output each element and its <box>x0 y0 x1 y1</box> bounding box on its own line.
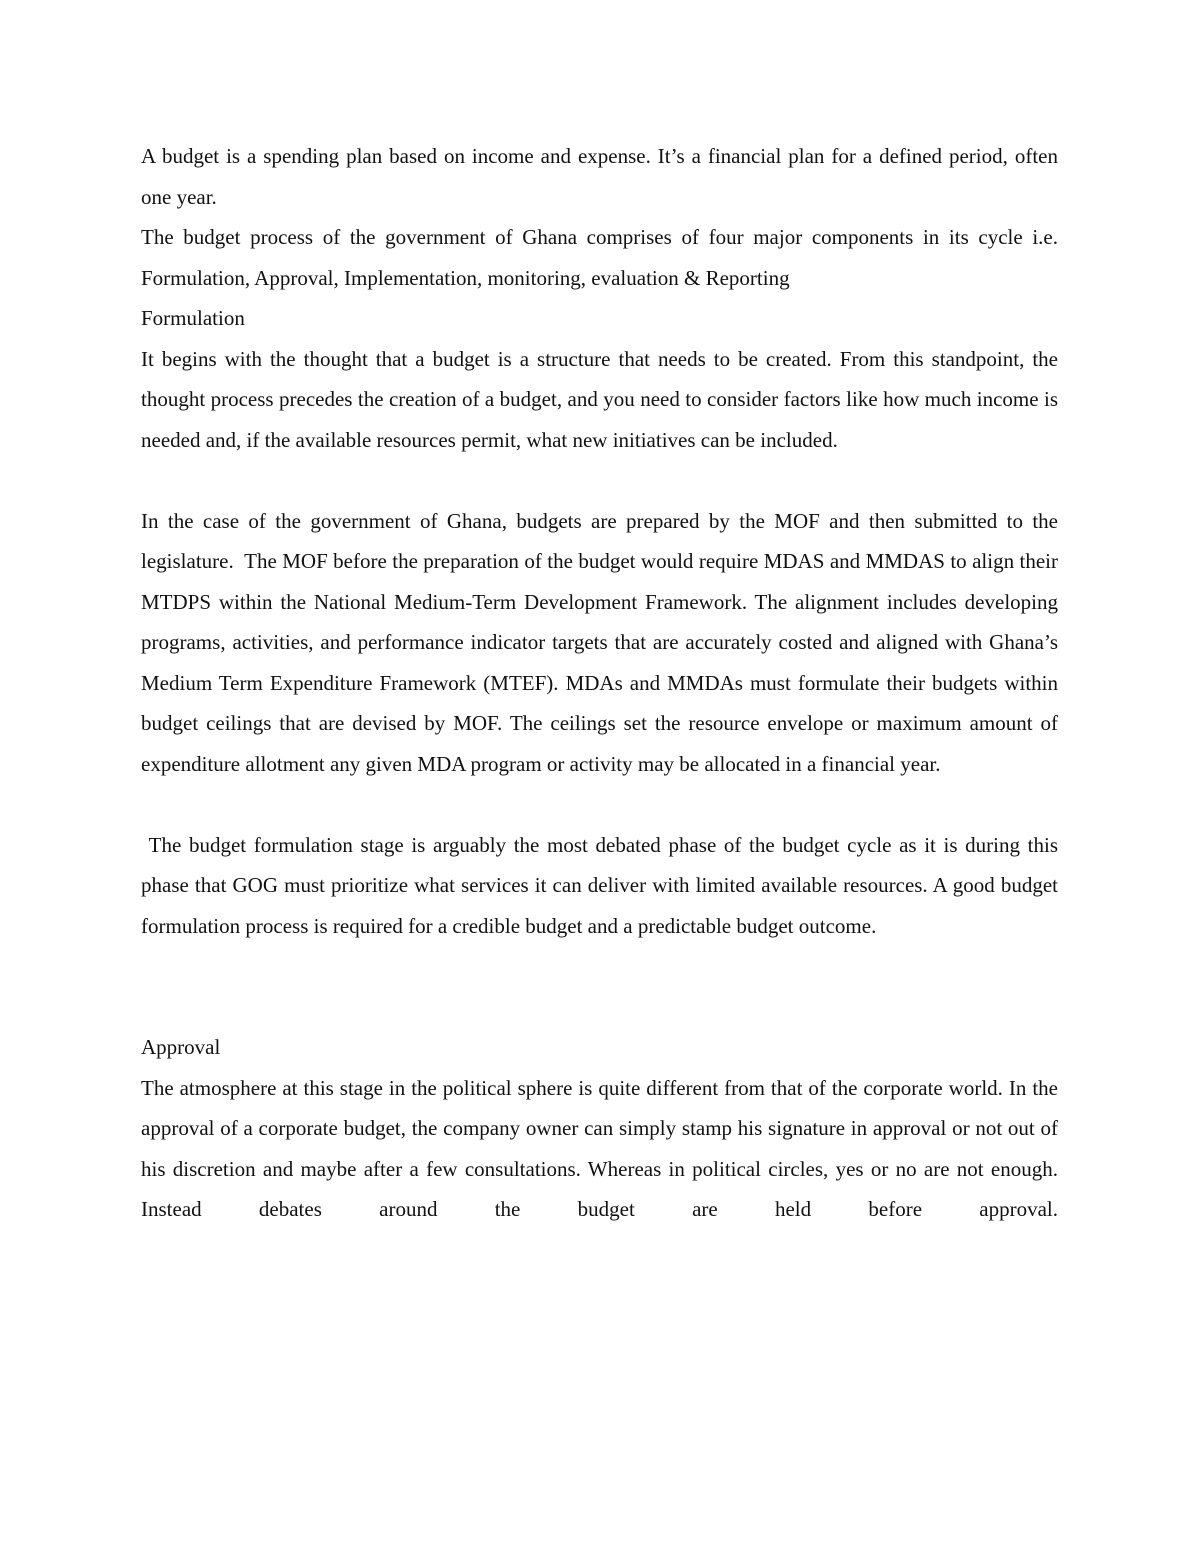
formulation-paragraph-2: In the case of the government of Ghana, budgets are prepared by the MOF and then submitted to the legislature. The MOF before the preparation of the budget would require MDAS and MMDAS to align their MTDPS within the National Medium-Term Development Framework. The alignment includes developing programs, activities, and performance indicator targets that are accurately costed and aligned with Ghana’s Medium Term Expenditure Framework (MTEF). MDAs and MMDAs must formulate their budgets within budget ceilings that are devised by MOF. The ceilings set the resource envelope or maximum amount of expenditure allotment any given MDA program or activity may be allocated in a financial year. <box>141 508 1064 776</box>
approval-heading: Approval <box>141 1035 221 1059</box>
approval-paragraph-1: The atmosphere at this stage in the political sphere is quite different from that of the corporate world. In the approval of a corporate budget, the company owner can simply stamp his signature in approval or not out of his discretion and maybe after a few consultations. Whereas in political circles, yes or no are not enough. Instead debates around the budget are held before approval. <box>141 1075 1058 1221</box>
formulation-paragraph-1: It begins with the thought that a budget is a structure that needs to be created. From this standpoint, the thought process precedes the creation of a budget, and you need to consider factors like how much income is needed and, if the available resources permit, what new initiatives can be included. <box>141 346 1058 452</box>
paragraph-spacer <box>141 460 1058 501</box>
formulation-heading: Formulation <box>141 306 245 330</box>
document-body <box>141 136 1064 1230</box>
intro-definition-paragraph: A budget is a spending plan based on income and expense. It’s a financial plan for a defined period, often one year. <box>141 144 1058 209</box>
section-spacer <box>141 946 1058 1027</box>
intro-process-paragraph: The budget process of the government of Ghana comprises of four major components in its cycle i.e. Formulation, Approval, Implementation, monitoring, evaluation & Reporting <box>141 225 1058 290</box>
formulation-paragraph-3: The budget formulation stage is arguably the most debated phase of the budget cycle as it is during this phase that GOG must prioritize what services it can deliver with limited available resources. A good budget formulation process is required for a credible budget and a predictable budget outcome. <box>141 832 1064 938</box>
paragraph-spacer <box>141 784 1058 825</box>
